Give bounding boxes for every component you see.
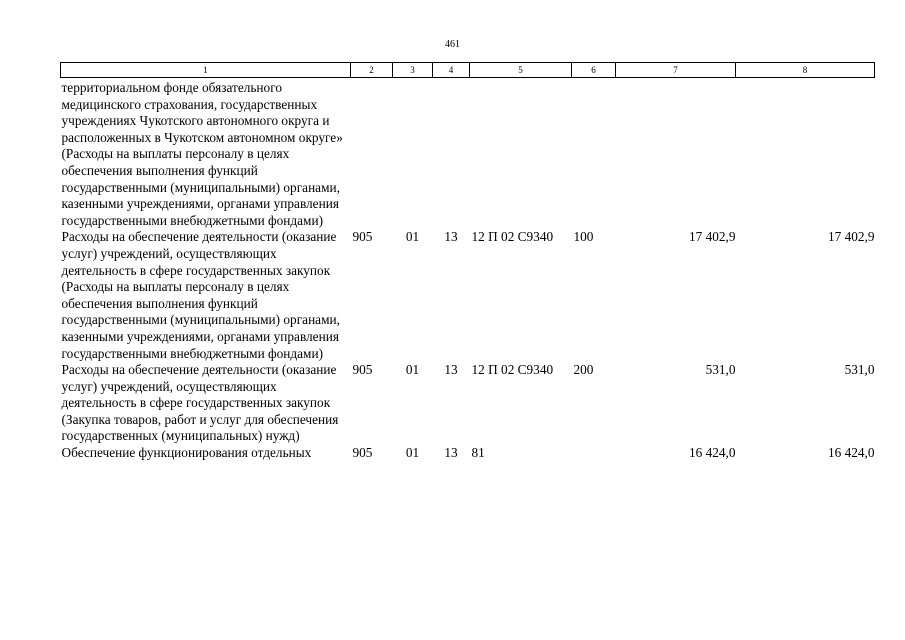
column-header-1: 1: [61, 63, 351, 78]
column-header-5: 5: [470, 63, 572, 78]
row-rz: 01: [405, 445, 420, 461]
row-rz: 01: [405, 362, 420, 378]
row-sum-2: [736, 78, 875, 230]
row-grbs: 905: [352, 445, 373, 461]
row-name: Расходы на обеспечение деятельности (оказание услуг) учреждений, осуществляющих деятельность в сфере государственных закупок (Закупка товаров, работ и услуг для обеспечения государственных (муниципальных) нужд): [61, 362, 339, 444]
row-vr: 100: [573, 229, 594, 245]
row-name: Расходы на обеспечение деятельности (оказание услуг) учреждений, осуществляющих деятельность в сфере государственных закупок (Расходы на выплаты персоналу в целях обеспечения выполнения функций государственными (муниципальными) органами, казенными учреждениями, органами управления государственными внебюджетными фондами): [61, 229, 340, 361]
row-sum-1: 531,0: [705, 362, 736, 378]
row-pr: 13: [444, 445, 458, 461]
row-pr: 13: [444, 229, 458, 245]
table-row: [61, 229, 875, 362]
row-pr: [433, 78, 470, 230]
row-grbs: 905: [352, 229, 373, 245]
table-row: [61, 78, 875, 230]
row-vr: [572, 445, 616, 462]
row-rz: 01: [405, 229, 420, 245]
row-pr: 13: [444, 362, 458, 378]
row-sum-2: 17 402,9: [827, 229, 875, 245]
row-name: Обеспечение функционирования отдельных: [61, 445, 312, 461]
column-header-8: 8: [736, 63, 875, 78]
row-vr: [572, 78, 616, 230]
row-grbs: 905: [352, 362, 373, 378]
row-sum-1: [616, 78, 736, 230]
row-grbs: [351, 78, 393, 230]
row-rz: [393, 78, 433, 230]
row-name: территориальном фонде обязательного медицинского страхования, государственных учреждениях Чукотского автономного округа и расположенных в Чукотском автономном округе» (Расходы на выплаты персоналу в целях обеспечения выполнения функций государственными (муниципальными) органами, казенными учреждениями, органами управления государственными внебюджетными фондами): [61, 80, 343, 228]
row-sum-2: 531,0: [844, 362, 875, 378]
row-vr: 200: [573, 362, 594, 378]
page-number: 461: [445, 39, 460, 50]
column-header-7: 7: [616, 63, 736, 78]
row-sum-2: 16 424,0: [827, 445, 875, 461]
column-header-6: 6: [572, 63, 616, 78]
budget-table: [60, 62, 875, 462]
row-sum-1: 16 424,0: [688, 445, 736, 461]
column-header-4: 4: [433, 63, 470, 78]
table-row: [61, 445, 875, 462]
row-csr: 81: [471, 445, 485, 461]
row-csr: 12 П 02 С9340: [471, 229, 554, 245]
table-header-row: [61, 63, 875, 78]
column-header-3: 3: [393, 63, 433, 78]
row-csr: [470, 78, 572, 230]
table-row: [61, 362, 875, 445]
column-header-2: 2: [351, 63, 393, 78]
row-sum-1: 17 402,9: [688, 229, 736, 245]
row-csr: 12 П 02 С9340: [471, 362, 554, 378]
